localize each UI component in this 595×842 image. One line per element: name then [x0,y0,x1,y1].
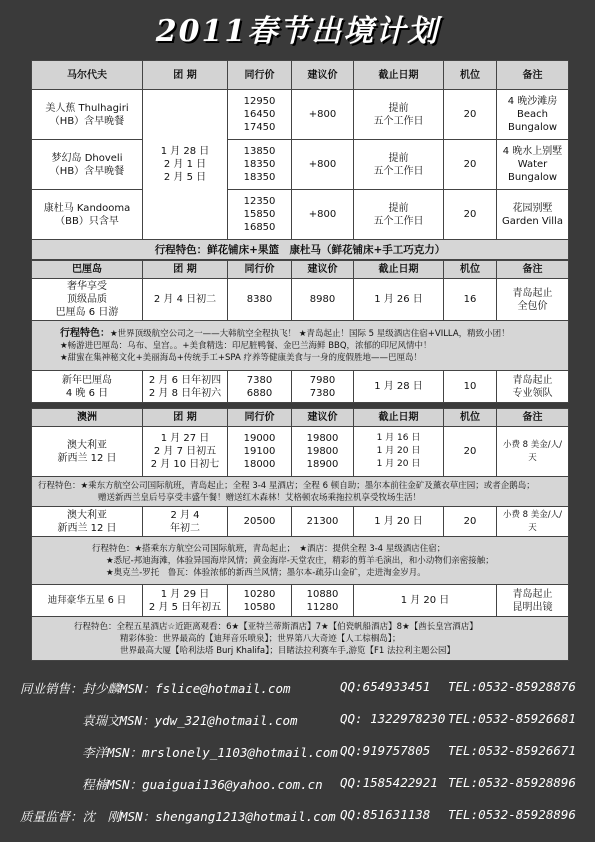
note: Bungalow [507,122,558,133]
table-row [32,190,569,240]
tour-date: 年初二 [170,522,200,534]
product-name: 新西兰 12 日 [57,522,117,534]
contact-tel: TEL:0532-85926671 [448,743,576,758]
hotel-name: 梦幻岛 Dhoveli [51,152,123,164]
product-name: 澳大利亚 [67,509,107,521]
header-suggest: 建议价 [292,261,354,279]
table-row [32,427,569,477]
contact-name-msn: 程楠MSN：guaiguai136@yahoo.com.cn [82,777,323,792]
peer-price: 18000 [243,459,276,470]
peer-price: 17450 [243,122,276,133]
header-peer: 同行价 [228,61,292,90]
header-peer: 同行价 [228,261,292,279]
product-name: 新西兰 12 日 [57,452,117,464]
feature-line: ★畅游进巴厘岛：乌布、皇宫。。+美食精选：印尼脏鸭餐、金巴兰海鲜 BBQ，浓郁的印尼风情中！ [60,340,432,351]
note: Bungalow [507,172,558,183]
product-name: 澳大利亚 [67,439,107,451]
contact-qq: QQ: 1322978230 [340,711,446,726]
peer-price: 7380 [246,374,273,386]
contact-name-msn: 李洋MSN：mrslonely_1103@hotmail.com [82,745,338,760]
maldives-feature: 行程特色：鲜花铺床+果篮 康杜马（鲜花铺床+手工巧克力） [32,240,569,260]
deadline: 五个工作日 [373,165,424,177]
header-seat: 机位 [444,261,497,279]
header-deadline: 截止日期 [354,409,444,427]
deadline: 1 月 20 日 [376,459,421,469]
note: Beach [517,109,548,120]
hotel-name: 康杜马 Kandooma [43,202,131,214]
header-seat: 机位 [444,409,497,427]
feature-line: 精彩体验：世界最高的【迪拜音乐喷泉】；世界第八大奇迹【人工棕榈岛】； [120,633,401,644]
header-name: 澳洲 [32,409,143,427]
suggest-price: 11280 [306,601,339,613]
tour-date: 2 月 8 日年初六 [148,387,222,399]
contact-name-msn: 袁瑞文MSN：ydw_321@hotmail.com [82,713,298,728]
table-row [32,279,569,321]
contact-tel: TEL:0532-85928876 [448,679,576,694]
tour-date: 2 月 5 日 [163,172,207,183]
feature-line: ★奥克兰-罗托 鲁瓦：体验浓郁的新西兰风情；墨尔本-疏芬山金矿，走进淘金岁月。 [106,567,426,578]
suggest-price: 18900 [306,459,339,470]
suggest-price: 8980 [292,279,354,321]
deadline: 1 月 28 日 [354,371,444,403]
deadline: 1 月 20 日 [354,585,497,617]
tour-date: 2 月 1 日 [163,159,207,170]
deadline: 提前 [388,202,409,214]
meal-plan: （BB）只含早 [55,215,119,227]
header-seat: 机位 [444,61,497,90]
header-period: 团 期 [143,61,228,90]
feature-label: 行程特色： [60,327,110,339]
peer-price: 16850 [243,222,276,233]
peer-price: 10280 [243,588,276,600]
header-suggest: 建议价 [292,409,354,427]
peer-price: 12350 [243,196,276,207]
feature-line: 行程特色：★乘东方航空公司国际航班，青岛起止；全程 3-4 星酒店；全程 6 顿自助；墨尔本前往金矿及薰衣草庄园；或者企鹅岛； [38,480,535,491]
table-row [32,371,569,403]
peer-price: 13850 [243,146,276,157]
feature-line: 世界最高大厦【哈利法塔 Burj Khalifa】；目睹法拉利赛车手,游览【F1 法拉利主题公园】 [120,645,456,656]
tour-date: 2 月 5 日年初五 [148,601,222,613]
peer-price: 16450 [243,109,276,120]
note: 花园别墅 [512,202,553,214]
note: 全包价 [517,300,548,312]
note: Garden Villa [502,215,563,227]
peer-price: 8380 [228,279,292,321]
peer-price: 12950 [243,96,276,107]
contact-name-msn: 同业销售：封少麟MSN：fslice@hotmail.com [20,681,291,696]
note: 专业领队 [512,387,553,399]
header-period: 团 期 [143,409,228,427]
peer-price: 6880 [246,387,273,399]
product-name: 新年巴厘岛 [62,374,112,386]
seat-count: 20 [444,427,497,477]
peer-price: 18350 [243,159,276,170]
header-peer: 同行价 [228,409,292,427]
seat-count: 20 [444,190,497,240]
contact-name-msn: 质量监督：沈 刚MSN：shengang1213@hotmail.com [20,809,336,824]
hotel-name: 美人蕉 Thulhagiri [45,102,129,114]
suggest-price: 19800 [306,446,339,457]
note: Water [517,159,548,170]
table-row [32,507,569,537]
deadline: 提前 [388,152,409,164]
tour-date: 2 月 10 日初七 [150,459,220,470]
tour-date: 2 月 4 [170,509,200,521]
peer-price: 18350 [243,172,276,183]
contact-tel: TEL:0532-85926681 [448,711,576,726]
note: 4 晚水上别墅 [502,146,563,157]
suggest-price: 21300 [292,507,354,537]
feature-line: ★甜蜜在集神秘文化+美丽海岛+传统手工+SPA 疗养等健康美食与一身的度假胜地——巴厘岛！ [60,352,422,363]
header-period: 团 期 [143,261,228,279]
suggest-price: +800 [292,90,354,140]
peer-price: 19100 [243,446,276,457]
bali-table [31,260,569,403]
note: 4 晚沙滩房 [507,96,558,107]
header-deadline: 截止日期 [354,261,444,279]
suggest-price: +800 [292,190,354,240]
header-note: 备注 [497,261,569,279]
contact-qq: QQ:851631138 [340,807,431,822]
meal-plan: （HB）含早晚餐 [49,165,125,177]
suggest-price: 7380 [309,387,336,399]
deadline: 1 月 20 日 [376,446,421,456]
meal-plan: （HB）含早晚餐 [49,115,125,127]
seat-count: 20 [444,140,497,190]
contact-tel: TEL:0532-85928896 [448,807,576,822]
feature-line: 行程特色：★搭乘东方航空公司国际航班，青岛起止； ★酒店：提供全程 3-4 星级酒店住宿； [92,543,446,554]
seat-count: 20 [444,507,497,537]
product-name: 4 晚 6 日 [65,387,109,399]
tour-date: 1 月 29 日 [160,588,210,600]
header-name: 巴厘岛 [32,261,143,279]
contact-qq: QQ:919757805 [340,743,431,758]
note: 小费 8 美金/人/天 [497,507,569,537]
header-note: 备注 [497,61,569,90]
seat-count: 10 [444,371,497,403]
seat-count: 16 [444,279,497,321]
tour-date: 2 月 4 日初二 [143,279,228,321]
note: 青岛起止 [512,588,553,600]
header-name: 马尔代夫 [32,61,143,90]
deadline: 五个工作日 [373,115,424,127]
table-row [32,585,569,617]
feature-line: ★悉尼-邦迪海滩，体验异国海岸风情；黄金海岸-天堂农庄，精彩的剪羊毛演出，和小动物们亲密接触； [106,555,494,566]
tour-date: 2 月 6 日年初四 [148,374,222,386]
table-row [32,90,569,140]
deadline: 1 月 20 日 [354,507,444,537]
deadline: 五个工作日 [373,215,424,227]
note: 昆明出镜 [512,601,553,613]
tour-date: 1 月 28 日 [160,146,210,157]
note: 青岛起止 [512,374,553,386]
contact-qq: QQ:1585422921 [340,775,438,790]
seat-count: 20 [444,90,497,140]
suggest-price: 7980 [309,374,336,386]
peer-price: 15850 [243,209,276,220]
peer-price: 20500 [228,507,292,537]
deadline: 1 月 26 日 [354,279,444,321]
header-suggest: 建议价 [292,61,354,90]
suggest-price: +800 [292,140,354,190]
header-deadline: 截止日期 [354,61,444,90]
feature-line: ★世界顶级航空公司之一——大韩航空全程执飞！ ★青岛起止！国际 5 星级酒店住宿+VILLA，精致小团！ [110,328,510,339]
maldives-table [31,60,569,260]
product-name: 顶级品质 [67,294,107,305]
feature-line: 行程特色：全程五星酒店☆近距离观看：6★【亚特兰蒂斯酒店】7★【伯瓷帆船酒店】8★【酋长皇宫酒店】 [74,621,478,632]
header-note: 备注 [497,409,569,427]
contact-tel: TEL:0532-85928896 [448,775,576,790]
product-name: 巴厘岛 6 日游 [55,307,119,318]
suggest-price: 19800 [306,433,339,444]
tour-date: 1 月 27 日 [160,433,210,444]
note: 小费 8 美金/人/天 [497,427,569,477]
feature-line: 赠送新西兰皇后号享受丰盛午餐！赠送红木森林！艾格顿农场乘拖拉机享受牧场生活！ [98,492,422,503]
note: 青岛起止 [512,287,553,299]
deadline: 1 月 16 日 [376,433,421,443]
tour-date: 2 月 7 日初五 [153,446,217,457]
peer-price: 10580 [243,601,276,613]
page-title: 2011春节出境计划 [155,14,440,49]
product-name: 迪拜豪华五星 6 日 [32,585,143,617]
australia-table [31,408,569,661]
suggest-price: 10880 [306,588,339,600]
table-row [32,140,569,190]
deadline: 提前 [388,102,409,114]
product-name: 奢华享受 [67,281,107,292]
contact-qq: QQ:654933451 [340,679,431,694]
peer-price: 19000 [243,433,276,444]
